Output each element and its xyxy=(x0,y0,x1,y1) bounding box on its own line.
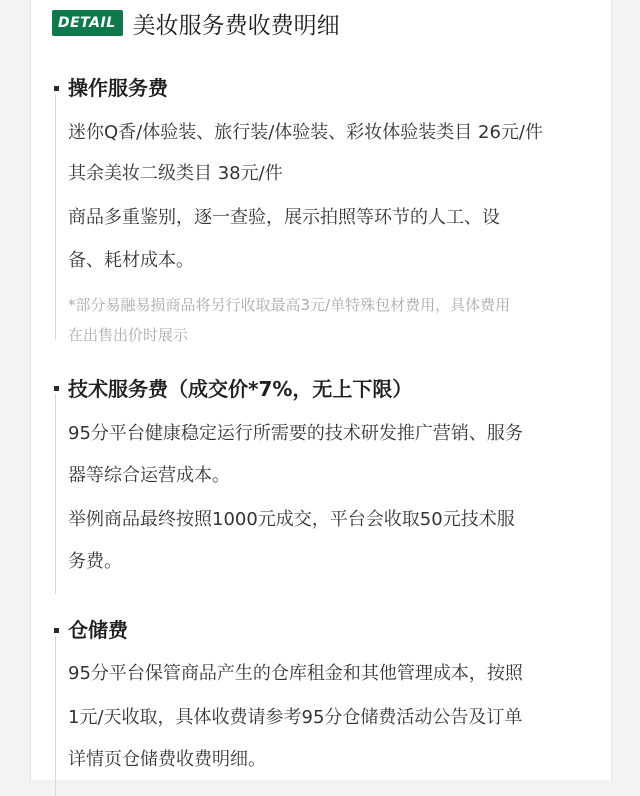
section-line: 备、耗材成本。 xyxy=(68,250,194,271)
section-line: 详情页仓储费收费明细。 xyxy=(68,749,266,770)
section-line: 器等综合运营成本。 xyxy=(68,465,230,486)
section-footnote: *部分易融易损商品将另行收取最高3元/单特殊包材费用，具体费用 xyxy=(68,296,511,314)
section-title: 技术服务费（成交价*7%，无上下限） xyxy=(68,377,413,401)
section-rail xyxy=(55,94,56,340)
section-line: 95分平台健康稳定运行所需要的技术研发推广营销、服务 xyxy=(68,423,523,444)
bullet-icon xyxy=(54,386,59,391)
section-footnote: 在出售出价时展示 xyxy=(68,326,189,344)
page-header xyxy=(52,8,340,38)
bullet-icon xyxy=(54,628,59,633)
section-title: 仓储费 xyxy=(68,618,128,642)
section-rail xyxy=(55,394,56,594)
bullet-icon xyxy=(54,86,59,91)
section-line: 其余美妆二级类目 38元/件 xyxy=(68,163,283,184)
section-line: 1元/天收取，具体收费请参考95分仓储费活动公告及订单 xyxy=(68,707,523,728)
section-title: 操作服务费 xyxy=(68,76,168,100)
page-title: 美妆服务费收费明细 xyxy=(132,12,340,39)
section-line: 迷你Q香/体验装、旅行装/体验装、彩妆体验装类目 26元/件 xyxy=(68,122,543,143)
section-line: 务费。 xyxy=(68,551,122,572)
section-line: 举例商品最终按照1000元成交，平台会收取50元技术服 xyxy=(68,509,515,530)
section-line: 95分平台保管商品产生的仓库租金和其他管理成本，按照 xyxy=(68,663,523,684)
page-border-right xyxy=(611,0,612,780)
section-line: 商品多重鉴别，逐一查验，展示拍照等环节的人工、设 xyxy=(68,207,500,228)
detail-badge: DETAIL xyxy=(52,10,123,36)
section-rail xyxy=(55,636,56,796)
